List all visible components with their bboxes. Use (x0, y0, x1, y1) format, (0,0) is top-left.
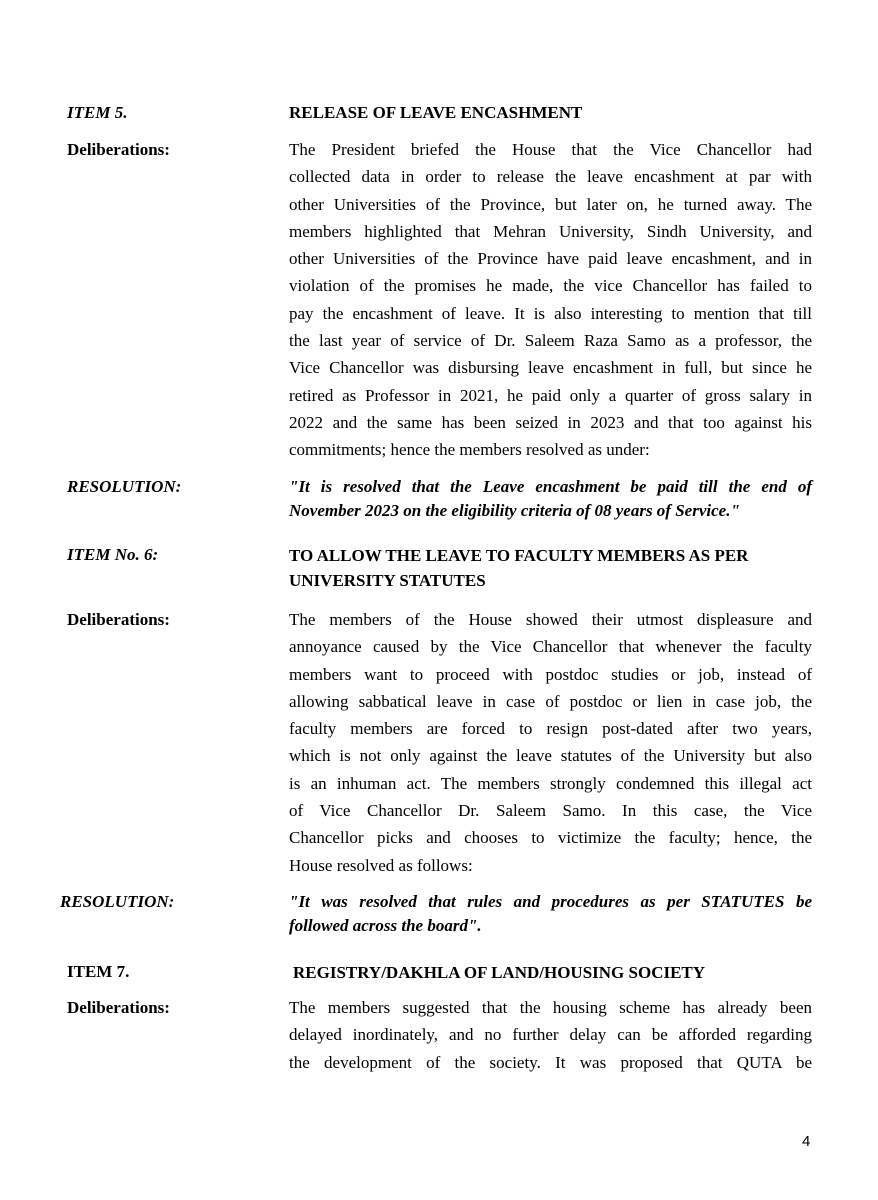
item7-deliberations-text (289, 998, 812, 1080)
item5-deliberations-label: Deliberations: (67, 140, 170, 159)
text-line: 2022 and the same has been seized in 2023 and that too against his (289, 412, 812, 432)
text-line: House resolved as follows: (289, 855, 473, 875)
text-line: allowing sabbatical leave in case of postdoc or lien in case job, the (289, 691, 812, 711)
text-line: annoyance caused by the Vice Chancellor that whenever the faculty (289, 637, 812, 657)
item6-deliberations-text (289, 610, 812, 883)
text-line: the development of the society. It was proposed that QUTA be (289, 1052, 812, 1072)
text-line: retired as Professor in 2021, he paid only a quarter of gross salary in (289, 385, 812, 405)
text-line: members want to proceed with postdoc studies or job, instead of (289, 664, 812, 684)
text-line: other Universities of the Province have paid leave encashment, and in (289, 249, 812, 269)
text-line: the last year of service of Dr. Saleem Raza Samo as a professor, the (289, 331, 812, 351)
text-line: Chancellor picks and chooses to victimize the faculty; hence, the (289, 828, 812, 848)
item5-resolution-label: RESOLUTION: (67, 477, 182, 496)
text-line: faculty members are forced to resign post-dated after two years, (289, 719, 812, 739)
text-line: The members suggested that the housing scheme has already been (289, 998, 812, 1017)
item6-deliberations-label: Deliberations: (67, 610, 170, 629)
item6-title: TO ALLOW THE LEAVE TO FACULTY MEMBERS AS PER UNIVERSITY STATUTES (289, 546, 749, 590)
page-number: 4 (802, 1133, 811, 1150)
item5-label: ITEM 5. (67, 103, 128, 122)
item6-label: ITEM No. 6: (67, 545, 159, 564)
text-line: collected data in order to release the leave encashment at par with (289, 167, 812, 187)
item6-resolution-text (289, 892, 812, 940)
text-line: members highlighted that Mehran University, Sindh University, and (289, 221, 812, 241)
item7-title: REGISTRY/DAKHLA OF LAND/HOUSING SOCIETY (293, 963, 706, 982)
text-line: Vice Chancellor was disbursing leave encashment in full, but since he (289, 358, 812, 378)
item7-deliberations-label: Deliberations: (67, 998, 170, 1017)
text-line: followed across the board". (289, 916, 482, 935)
text-line: "It is resolved that the Leave encashment be paid till the end of (289, 477, 812, 496)
item5-deliberations-text (289, 140, 812, 468)
item5-resolution-text (289, 477, 812, 525)
text-line: November 2023 on the eligibility criteria of 08 years of Service." (289, 501, 740, 520)
text-line: is an inhuman act. The members strongly condemned this illegal act (289, 773, 812, 793)
item6-resolution-label: RESOLUTION: (60, 892, 175, 911)
item5-title: RELEASE OF LEAVE ENCASHMENT (289, 103, 583, 122)
text-line: pay the encashment of leave. It is also interesting to mention that till (289, 303, 812, 323)
item7-label: ITEM 7. (67, 962, 130, 981)
text-line: which is not only against the leave statutes of the University but also (289, 746, 812, 766)
text-line: commitments; hence the members resolved as under: (289, 440, 650, 460)
text-line: of Vice Chancellor Dr. Saleem Samo. In this case, the Vice (289, 801, 812, 821)
text-line: delayed inordinately, and no further delay can be afforded regarding (289, 1025, 812, 1045)
text-line: violation of the promises he made, the vice Chancellor has failed to (289, 276, 812, 296)
text-line: other Universities of the Province, but later on, he turned away. The (289, 194, 812, 214)
text-line: The members of the House showed their utmost displeasure and (289, 610, 812, 629)
text-line: "It was resolved that rules and procedures as per STATUTES be (289, 892, 812, 911)
text-line: The President briefed the House that the Vice Chancellor had (289, 140, 812, 159)
